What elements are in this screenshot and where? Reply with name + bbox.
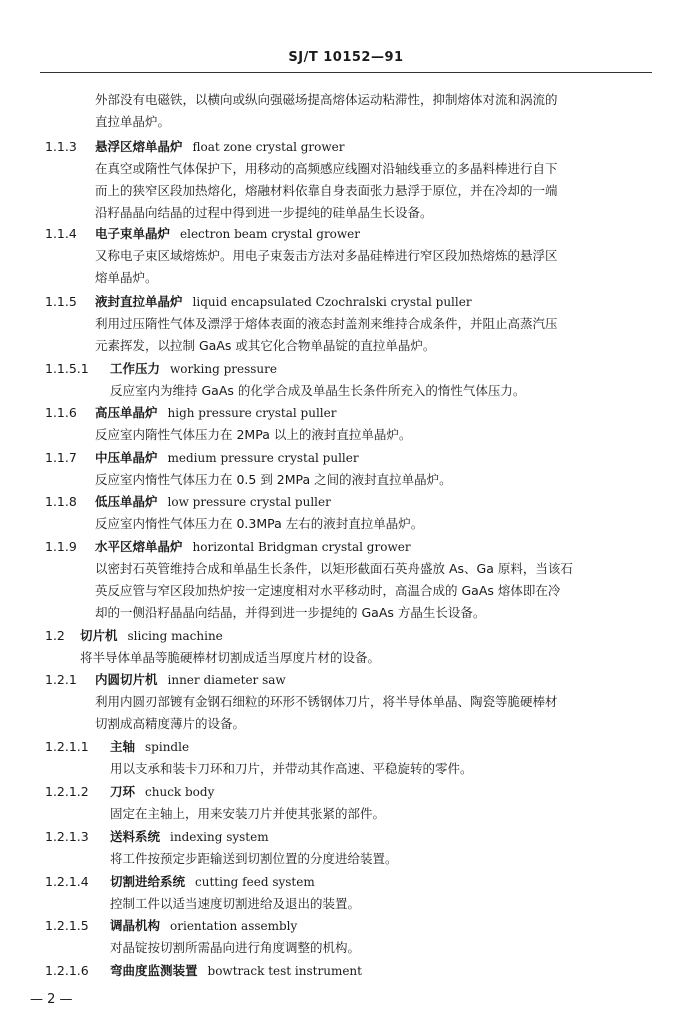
entry-number: 1.1.9 [45,539,77,554]
term-english: inner diameter saw [167,673,286,687]
definition-line: 元素挥发，以拉制 GaAs 或其它化合物单晶锭的直拉单晶炉。 [95,338,436,353]
entry-number: 1.1.4 [45,226,77,241]
page-header: SJ/T 10152—91 [288,50,404,65]
header-divider [40,72,652,73]
entry-heading [110,872,315,892]
entry-number: 1.2 [45,628,65,643]
entry-heading [110,961,362,981]
definition-line: 反应室内为维持 GaAs 的化学合成及单晶生长条件所充入的惰性气体压力。 [110,383,526,398]
entry-heading [95,403,336,423]
term-chinese: 电子束单晶炉 [95,226,171,241]
term-english: bowtrack test instrument [207,964,362,978]
definition-line: 英反应管与窄区段加热炉按一定速度相对水平移动时，高温合成的 GaAs 熔体即在冷 [95,583,561,598]
entry-heading [95,224,360,244]
entry-heading [95,448,359,468]
term-english: cutting feed system [195,875,315,889]
term-chinese: 中压单晶炉 [95,450,158,465]
entry-heading [95,292,472,312]
term-english: liquid encapsulated Czochralski crystal puller [192,295,472,309]
entry-heading [110,916,297,936]
term-chinese: 低压单晶炉 [95,494,158,509]
term-chinese: 液封直拉单晶炉 [95,294,183,309]
entry-heading [80,626,223,646]
term-chinese: 送料系统 [110,829,161,844]
definition-line: 切割成高精度薄片的设备。 [95,716,246,731]
continuation-line-1: 外部没有电磁铁，以横向或纵向强磁场提高熔体运动粘滞性，抑制熔体对流和涡流的 [95,92,558,107]
entry-number: 1.2.1.3 [45,829,89,844]
definition-line: 固定在主轴上，用来安装刀片并使其张紧的部件。 [110,806,386,821]
entry-number: 1.1.7 [45,450,77,465]
entry-heading [95,137,345,157]
term-english: horizontal Bridgman crystal grower [192,540,411,554]
entry-heading [110,359,277,379]
entry-number: 1.2.1.4 [45,874,89,889]
entry-heading [95,537,411,557]
definition-line: 将半导体单晶等脆硬棒材切割成适当厚度片材的设备。 [80,650,381,665]
term-english: spindle [145,740,190,754]
entry-number: 1.1.5.1 [45,361,89,376]
definition-line: 以密封石英管维持合成和单晶生长条件，以矩形截面石英舟盛放 As、Ga 原料，当该石 [95,561,573,576]
term-english: low pressure crystal puller [167,495,331,509]
entry-number: 1.1.3 [45,139,77,154]
term-english: indexing system [170,830,269,844]
term-chinese: 高压单晶炉 [95,405,158,420]
definition-line: 却的一侧沿籽晶晶向结晶，并得到进一步提纯的 GaAs 方晶生长设备。 [95,605,486,620]
entry-heading [95,492,331,512]
term-chinese: 弯曲度监测装置 [110,963,198,978]
term-english: working pressure [170,362,277,376]
term-chinese: 悬浮区熔单晶炉 [95,139,183,154]
term-chinese: 工作压力 [110,361,161,376]
definition-line: 利用过压隋性气体及漂浮于熔体表面的液态封盖剂来维持合成条件，并阻止高蒸汽压 [95,316,558,331]
term-chinese: 水平区熔单晶炉 [95,539,183,554]
term-english: float zone crystal grower [192,140,345,154]
entry-heading [95,670,286,690]
definition-line: 反应室内隋性气体压力在 2MPa 以上的液封直拉单晶炉。 [95,427,412,442]
definition-line: 用以支承和装卡刀环和刀片，并带动其作高速、平稳旋转的零件。 [110,761,473,776]
term-chinese: 主轴 [110,739,136,754]
term-chinese: 刀环 [110,784,136,799]
entry-heading [110,782,214,802]
entry-heading [110,827,269,847]
entry-number: 1.1.5 [45,294,77,309]
definition-line: 沿籽晶晶向结晶的过程中得到进一步提纯的硅单晶生长设备。 [95,205,433,220]
entry-heading [110,737,189,757]
entry-number: 1.1.8 [45,494,77,509]
definition-line: 利用内圆刃部镀有金钢石细粒的环形不锈钢体刀片，将半导体单晶、陶瓷等脆硬棒材 [95,694,558,709]
definition-line: 熔单晶炉。 [95,270,158,285]
term-english: medium pressure crystal puller [167,451,359,465]
term-english: high pressure crystal puller [167,406,337,420]
entry-number: 1.2.1 [45,672,77,687]
definition-line: 又称电子束区域熔炼炉。用电子束轰击方法对多晶硅棒进行窄区段加热熔炼的悬浮区 [95,248,558,263]
definition-line: 控制工件以适当速度切割进给及退出的装置。 [110,896,361,911]
term-english: chuck body [145,785,215,799]
term-english: orientation assembly [170,919,298,933]
definition-line: 将工件按预定步距输送到切割位置的分度进给装置。 [110,851,398,866]
definition-line: 而上的狭窄区段加热熔化，熔融材料依靠自身表面张力悬浮于原位，并在冷却的一端 [95,183,558,198]
definition-line: 反应室内惰性气体压力在 0.3MPa 左右的液封直拉单晶炉。 [95,516,424,531]
definition-line: 在真空或隋性气体保护下，用移动的高频感应线圈对沿轴线垂立的多晶料棒进行自下 [95,161,558,176]
term-chinese: 切片机 [80,628,118,643]
entry-number: 1.2.1.6 [45,963,89,978]
entry-number: 1.2.1.5 [45,918,89,933]
entry-number: 1.2.1.2 [45,784,89,799]
page-number: — 2 — [30,992,73,1007]
definition-line: 反应室内惰性气体压力在 0.5 到 2MPa 之间的液封直拉单晶炉。 [95,472,452,487]
definition-line: 对晶锭按切割所需晶向进行角度调整的机构。 [110,940,361,955]
term-chinese: 调晶机构 [110,918,161,933]
term-english: slicing machine [127,629,223,643]
term-english: electron beam crystal grower [180,227,361,241]
entry-number: 1.2.1.1 [45,739,89,754]
term-chinese: 内圆切片机 [95,672,158,687]
entry-number: 1.1.6 [45,405,77,420]
continuation-line-2: 直拉单晶炉。 [95,114,171,129]
term-chinese: 切割进给系统 [110,874,186,889]
